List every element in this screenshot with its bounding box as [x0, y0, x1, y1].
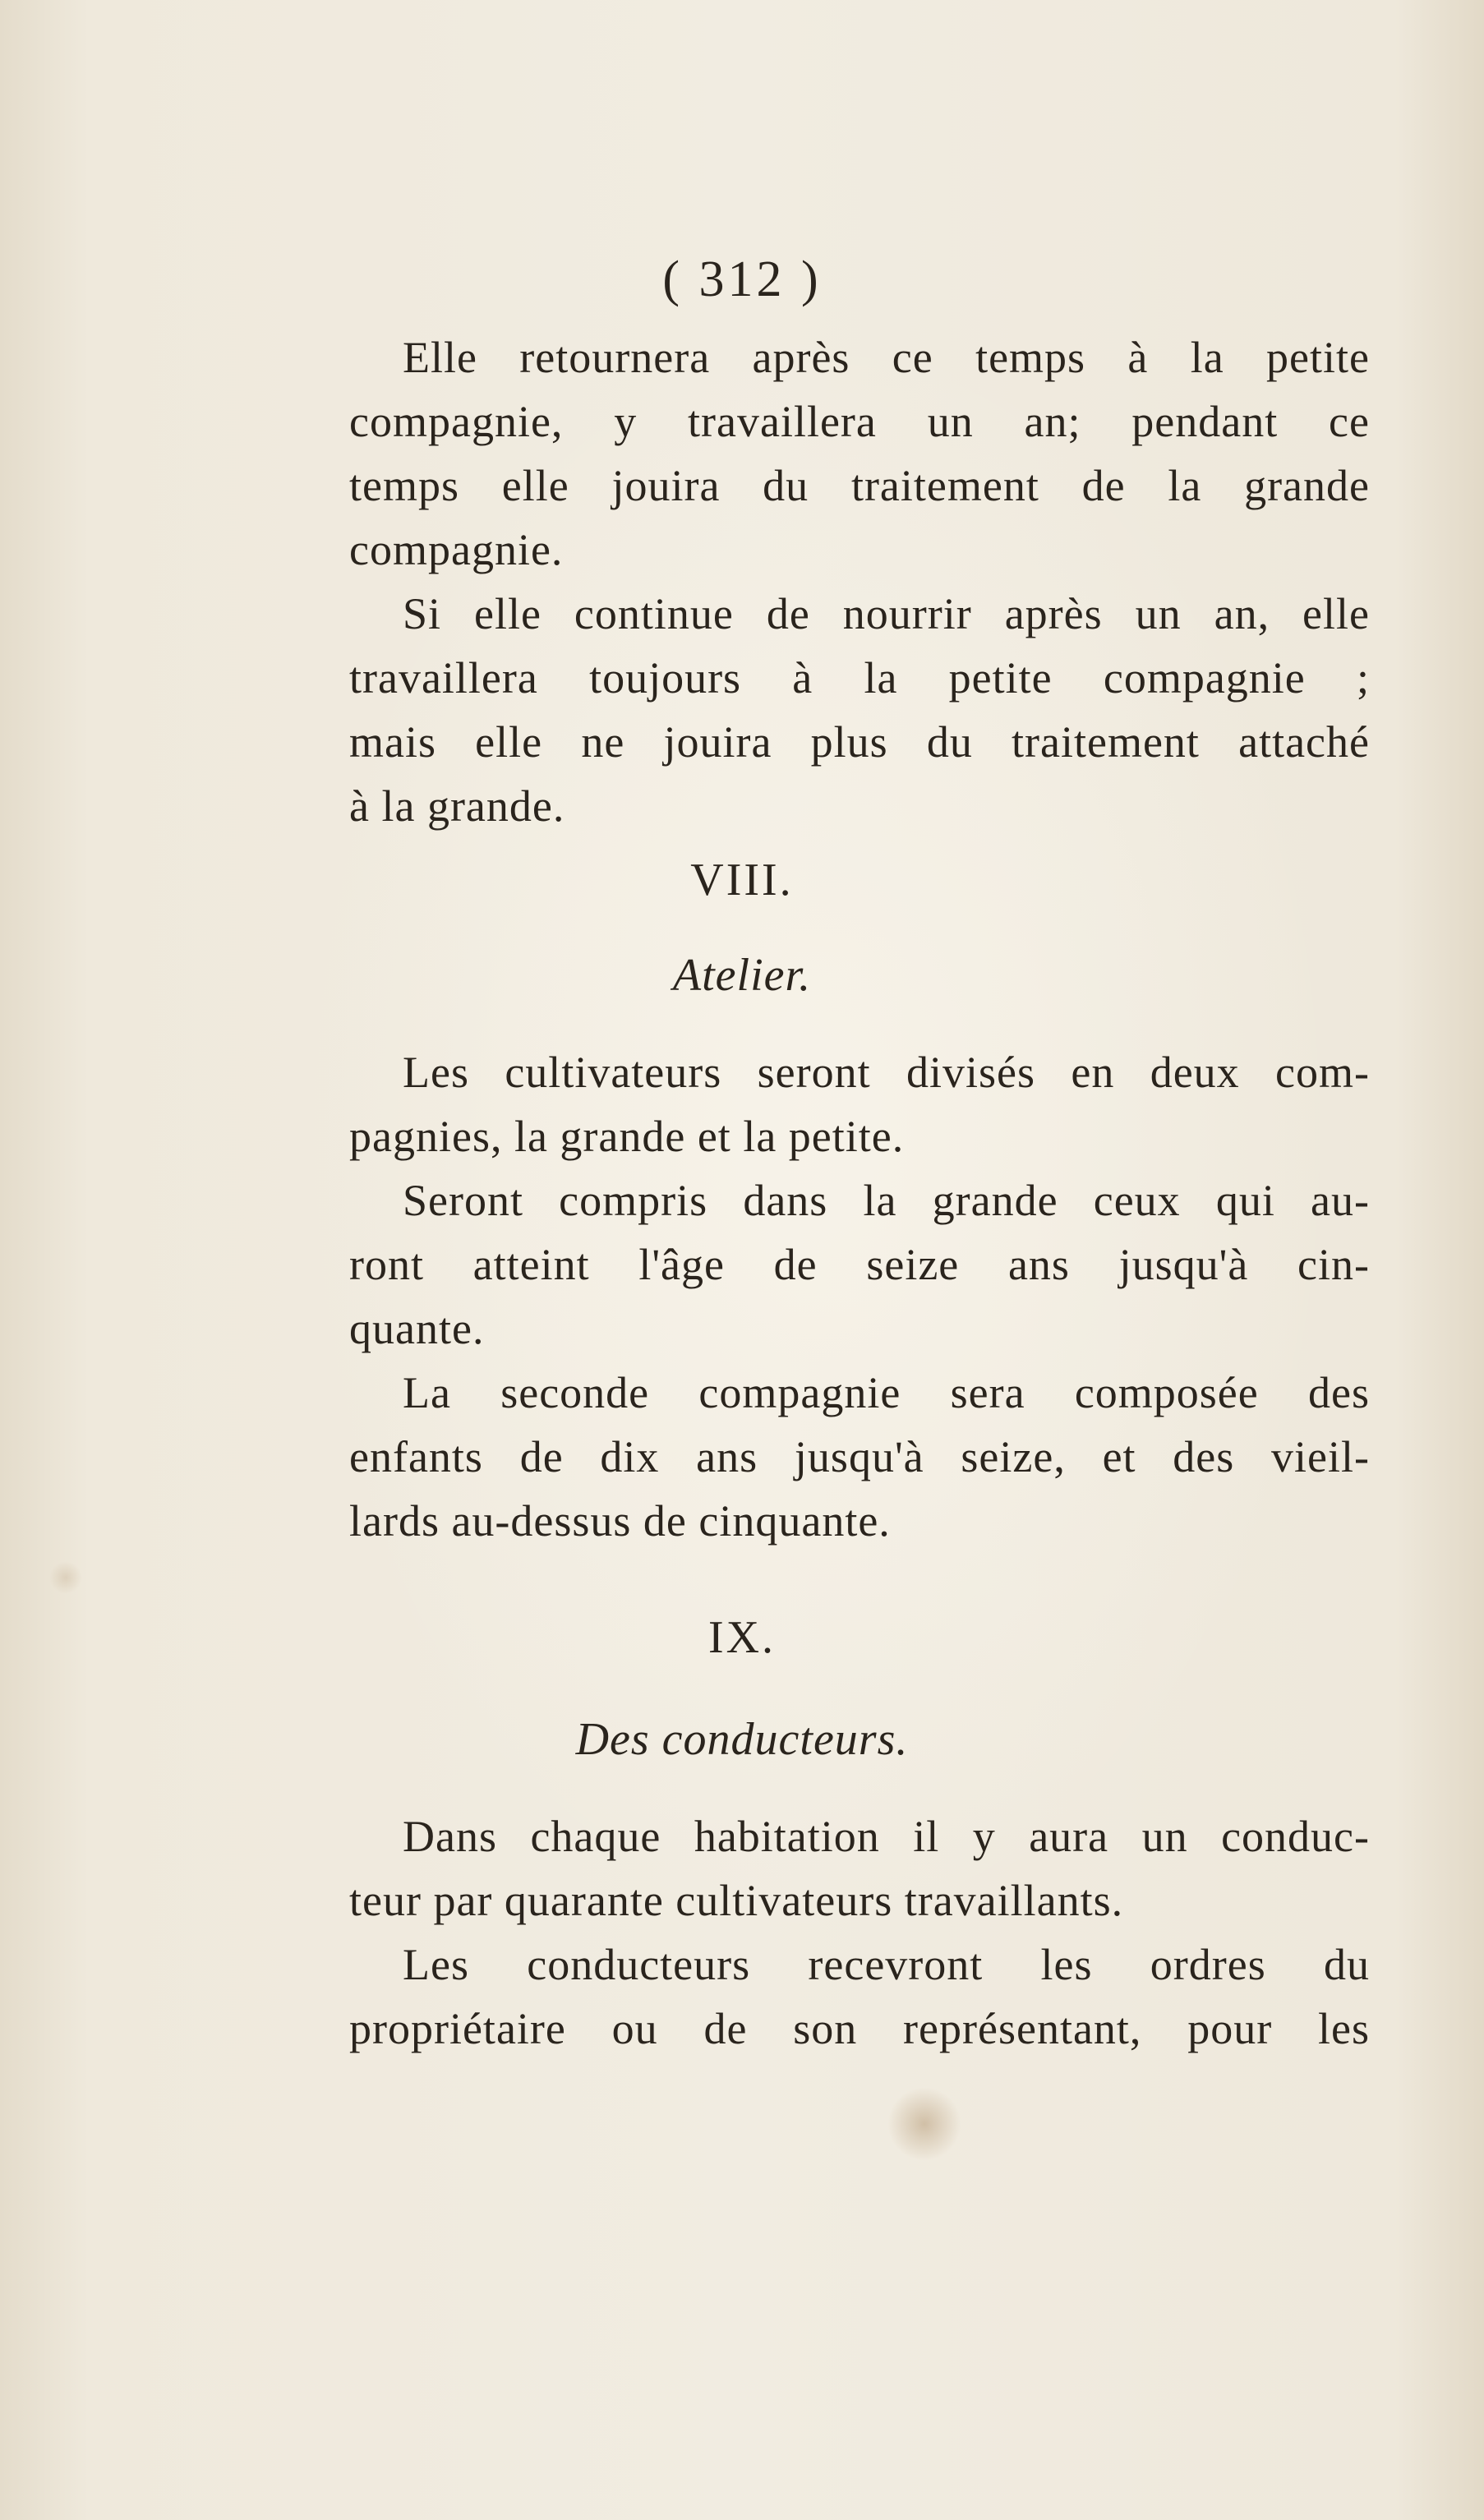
text-line: mais elle ne jouira plus du traitement attaché: [349, 717, 1370, 767]
text-line: compagnie.: [349, 525, 564, 574]
foxing-stain: [49, 1561, 82, 1594]
section-numeral: VIII.: [690, 855, 794, 905]
text-line: lards au-dessus de cinquante.: [349, 1496, 891, 1546]
text-line: temps elle jouira du traitement de la grande: [349, 461, 1370, 510]
section-title: Des conducteurs.: [575, 1714, 909, 1765]
text-line: Seront compris dans la grande ceux qui au-: [403, 1176, 1370, 1225]
section-numeral: IX.: [707, 1612, 777, 1663]
text-line: quante.: [349, 1304, 485, 1353]
text-line: pagnies, la grande et la petite.: [349, 1112, 905, 1161]
text-line: compagnie, y travaillera un an; pendant ce: [349, 397, 1370, 446]
text-line: Les conducteurs recevront les ordres du: [403, 1940, 1370, 1989]
foxing-stain: [887, 2087, 961, 2161]
text-line: Dans chaque habitation il y aura un conduc-: [403, 1812, 1370, 1861]
section-title: Atelier.: [672, 950, 812, 1001]
text-line: enfants de dix ans jusqu'à seize, et des vieil-: [349, 1432, 1370, 1481]
page-number: ( 312 ): [662, 251, 822, 307]
text-line: à la grande.: [349, 781, 565, 831]
text-line: travaillera toujours à la petite compagnie ;: [349, 653, 1370, 703]
text-line: La seconde compagnie sera composée des: [403, 1368, 1370, 1417]
text-line: Les cultivateurs seront divisés en deux com-: [403, 1048, 1370, 1097]
text-line: propriétaire ou de son représentant, pour les: [349, 2004, 1370, 2053]
text-line: Elle retournera après ce temps à la petite: [403, 333, 1370, 382]
text-line: ront atteint l'âge de seize ans jusqu'à cin-: [349, 1240, 1370, 1289]
text-line: Si elle continue de nourrir après un an, elle: [403, 589, 1370, 638]
text-line: teur par quarante cultivateurs travaillants.: [349, 1876, 1124, 1925]
